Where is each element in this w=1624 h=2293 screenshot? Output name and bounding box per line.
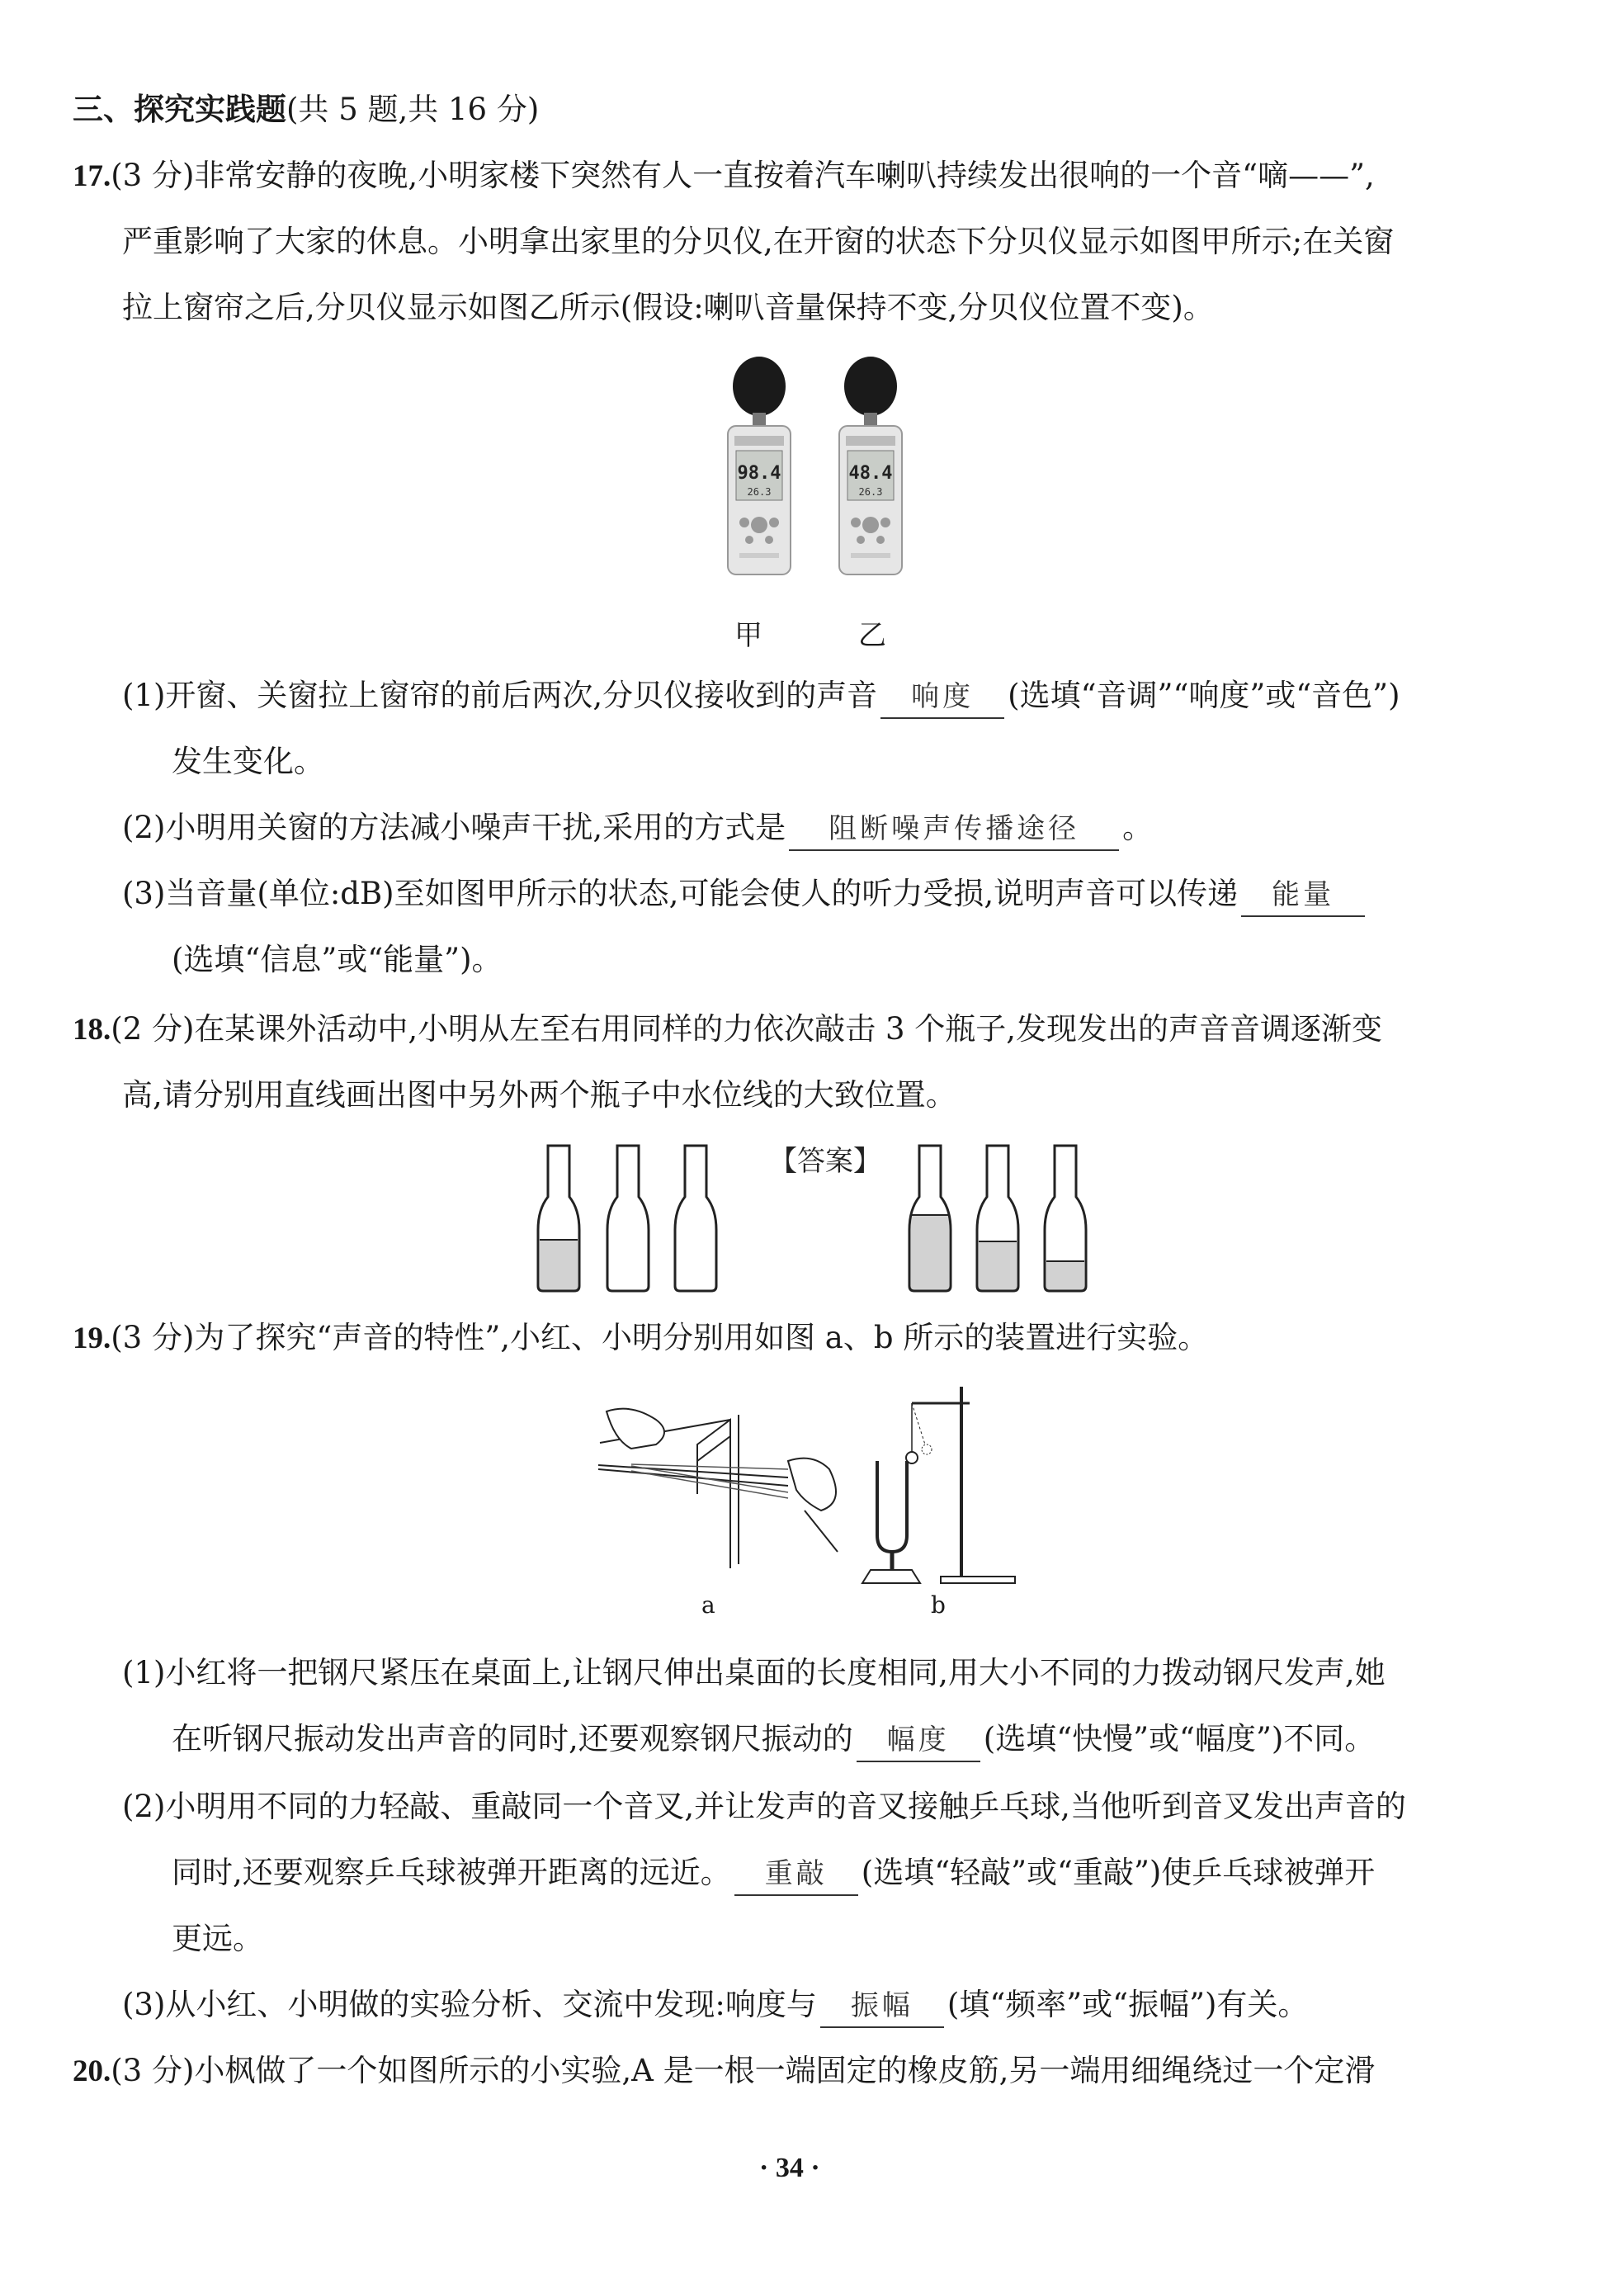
q20-number: 20. xyxy=(73,2054,111,2088)
q19-p3-text: (3)从小红、小明做的实验分析、交流中发现:响度与 xyxy=(122,1987,817,2022)
q19-p3-post: (填“频率”或“振幅”)有关。 xyxy=(947,1987,1309,2022)
q17-p3-text: (3)当音量(单位:dB)至如图甲所示的状态,可能会使人的听力受损,说明声音可以传递 xyxy=(122,876,1239,911)
question-bottle-3 xyxy=(675,1146,716,1291)
question-bottle-2 xyxy=(607,1146,649,1291)
q17-p3-line2: (选填“信息”或“能量”)。 xyxy=(172,942,503,977)
meter-a-sub: 26.3 xyxy=(747,486,772,498)
meter-b-sub: 26.3 xyxy=(858,486,883,498)
section-note: (共 5 题,共 16 分) xyxy=(286,92,540,127)
q19-part3 xyxy=(122,1984,1308,2028)
bottles-figure xyxy=(528,1139,1106,1296)
q19-line-1 xyxy=(73,1317,1208,1359)
figure-caption-yi: 乙 xyxy=(858,619,886,652)
q19-text-1: (3 分)为了探究“声音的特性”,小红、小明分别用如图 a、b 所示的装置进行实验。 xyxy=(111,1320,1209,1355)
q17-p2-text: (2)小明用关窗的方法减小噪声干扰,采用的方式是 xyxy=(122,810,786,845)
q20-text-1: (3 分)小枫做了一个如图所示的小实验,A 是一根一端固定的橡皮筋,另一端用细绳绕过一个定滑 xyxy=(111,2053,1376,2088)
q19-p2-text: 同时,还要观察乒乓球被弹开距离的远近。 xyxy=(172,1855,731,1890)
q17-line-2: 严重影响了大家的休息。小明拿出家里的分贝仪,在开窗的状态下分贝仪显示如图甲所示;在关窗 xyxy=(122,224,1395,259)
q17-number: 17. xyxy=(73,159,111,193)
q18-text-1: (2 分)在某课外活动中,小明从左至右用同样的力依次敲击 3 个瓶子,发现发出的声音音调逐渐变 xyxy=(111,1011,1383,1047)
sound-meter-figure xyxy=(710,353,924,584)
answer-bottle-3 xyxy=(1045,1146,1086,1291)
q19-number: 19. xyxy=(73,1321,111,1355)
q17-p2-post: 。 xyxy=(1122,810,1154,845)
q18-line-1 xyxy=(73,1009,1382,1051)
ruler-on-desk-illustration xyxy=(598,1409,838,1568)
sound-meter-a xyxy=(728,357,791,574)
q17-p1-answer: 响度 xyxy=(880,676,1004,719)
q17-p1-text: (1)开窗、关窗拉上窗帘的前后两次,分贝仪接收到的声音 xyxy=(122,678,878,713)
sound-meter-b xyxy=(839,357,902,574)
q17-line-1 xyxy=(73,155,1375,197)
q19-part2 xyxy=(172,1852,1375,1896)
q17-text-1: (3 分)非常安静的夜晚,小明家楼下突然有人一直按着汽车喇叭持续发出很响的一个音“嘀——”, xyxy=(111,158,1375,193)
q17-line-3: 拉上窗帘之后,分贝仪显示如图乙所示(假设:喇叭音量保持不变,分贝仪位置不变)。 xyxy=(122,290,1214,325)
q18-line-2: 高,请分别用直线画出图中另外两个瓶子中水位线的大致位置。 xyxy=(122,1077,956,1113)
tuning-fork-illustration xyxy=(862,1387,1015,1583)
q19-p2-line1: (2)小明用不同的力轻敲、重敲同一个音叉,并让发声的音叉接触乒乓球,当他听到音叉发出声音的 xyxy=(122,1789,1406,1824)
meter-a-reading: 98.4 xyxy=(737,463,781,484)
answer-label: 【答案】 xyxy=(769,1145,881,1178)
q17-part1 xyxy=(122,675,1400,719)
q19-p1-text: 在听钢尺振动发出声音的同时,还要观察钢尺振动的 xyxy=(172,1721,853,1756)
q19-p1-answer: 幅度 xyxy=(857,1719,980,1762)
figure-caption-jia: 甲 xyxy=(734,619,762,652)
section-heading: 三、探究实践题 xyxy=(73,92,286,127)
page-number: · 34 · xyxy=(759,2153,820,2183)
q19-p1-line1: (1)小红将一把钢尺紧压在桌面上,让钢尺伸出桌面的长度相同,用大小不同的力拨动钢尺发声,她 xyxy=(122,1655,1386,1690)
q17-p2-answer: 阻断噪声传播途径 xyxy=(789,808,1119,851)
q19-p2-answer: 重敲 xyxy=(734,1853,858,1896)
meter-b-reading: 48.4 xyxy=(848,463,893,484)
q19-part1 xyxy=(172,1719,1375,1762)
q18-number: 18. xyxy=(73,1013,111,1047)
q20-line-1 xyxy=(73,2050,1375,2092)
answer-bottle-1 xyxy=(909,1146,951,1291)
figure-caption-b: b xyxy=(931,1591,946,1619)
q19-p2-line3: 更远。 xyxy=(172,1921,263,1956)
q19-p3-answer: 振幅 xyxy=(820,1985,944,2028)
q17-part3 xyxy=(122,873,1368,917)
q17-p1-post: (选填“音调”“响度”或“音色”) xyxy=(1008,678,1400,713)
answer-bottle-2 xyxy=(977,1146,1018,1291)
q19-p1-post: (选填“快慢”或“幅度”)不同。 xyxy=(983,1721,1376,1756)
q19-p2-post: (选填“轻敲”或“重敲”)使乒乓球被弹开 xyxy=(861,1855,1376,1890)
figure-caption-a: a xyxy=(701,1591,715,1619)
section-title xyxy=(73,89,539,130)
q17-p3-answer: 能量 xyxy=(1241,874,1365,917)
question-bottle-1 xyxy=(538,1146,579,1291)
q17-p1-line2: 发生变化。 xyxy=(172,744,324,779)
ruler-fork-figure xyxy=(598,1387,1027,1585)
q17-part2 xyxy=(122,807,1153,851)
